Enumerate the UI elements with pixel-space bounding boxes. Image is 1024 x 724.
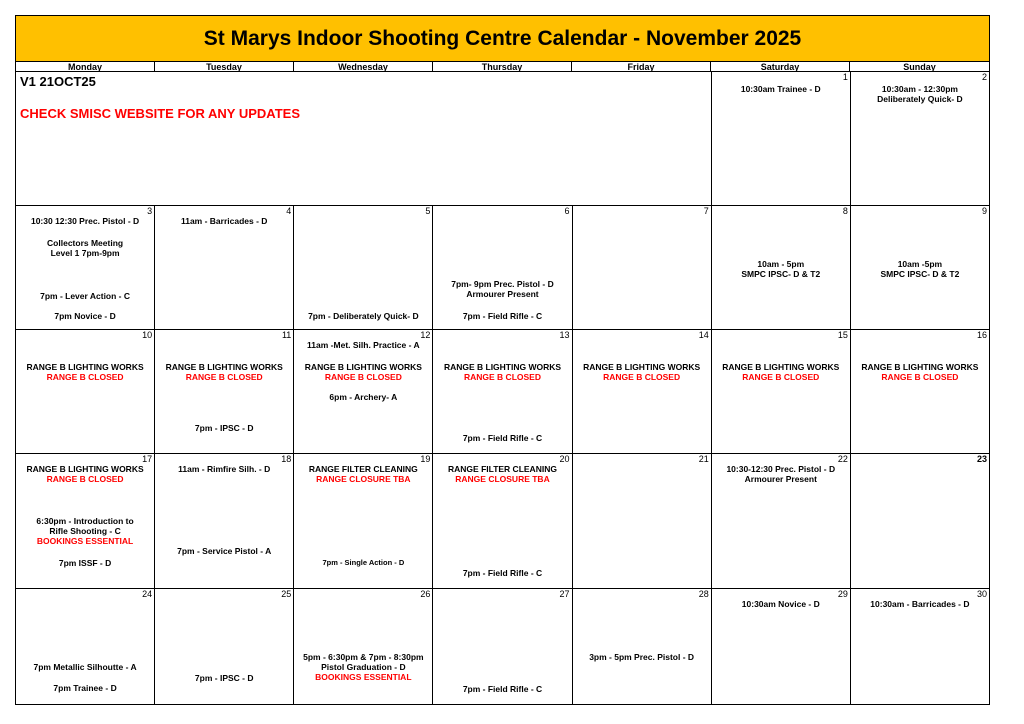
day-cell <box>433 589 572 705</box>
day-cell <box>573 454 712 589</box>
day-cell <box>433 330 572 454</box>
event-alert: BOOKINGS ESSENTIAL <box>36 536 134 546</box>
event: 10:30am - Barricades - D <box>870 599 970 609</box>
header-thursday: Thursday <box>433 62 572 72</box>
day-number: 28 <box>698 589 709 599</box>
event: RANGE B LIGHTING WORKS <box>26 362 144 372</box>
day-number: 1 <box>842 72 848 82</box>
day-number: 24 <box>142 589 153 599</box>
day-cell <box>155 206 294 330</box>
update-notice: CHECK SMISC WEBSITE FOR ANY UPDATES <box>20 106 301 121</box>
calendar-title: St Marys Indoor Shooting Centre Calendar - November 2025 <box>15 15 990 62</box>
event: Pistol Graduation - D <box>321 662 406 672</box>
event: Collectors Meeting <box>47 238 124 248</box>
day-cell <box>851 454 990 589</box>
event: 3pm - 5pm Prec. Pistol - D <box>589 652 695 662</box>
event: 10:30am Trainee - D <box>740 84 821 94</box>
day-number: 13 <box>559 330 570 340</box>
header-sunday: Sunday <box>903 62 936 72</box>
event: RANGE B LIGHTING WORKS <box>722 362 840 372</box>
day-cell <box>712 206 851 330</box>
day-cell <box>851 330 990 454</box>
event: 7pm Metallic Silhoutte - A <box>33 662 137 672</box>
event: 11am - Rimfire Silh. - D <box>178 464 271 474</box>
event-alert: RANGE B CLOSED <box>46 372 124 382</box>
event: 5pm - 6:30pm & 7pm - 8:30pm <box>303 652 424 662</box>
day-cell <box>851 72 990 206</box>
day-cell <box>16 454 155 589</box>
day-cell <box>433 454 572 589</box>
notes-area <box>16 72 712 206</box>
header-friday: Friday <box>572 62 711 72</box>
day-number: 15 <box>837 330 848 340</box>
event-alert: RANGE B CLOSED <box>46 474 124 484</box>
event: 7pm - IPSC - D <box>194 423 254 433</box>
event: 10:30am Novice - D <box>741 599 820 609</box>
event: 7pm - Field Rifle - C <box>462 684 543 694</box>
event: 10am - 5pm <box>757 259 805 269</box>
event: RANGE B LIGHTING WORKS <box>26 464 144 474</box>
day-cell <box>294 589 433 705</box>
header-tuesday: Tuesday <box>155 62 294 72</box>
event: SMPC IPSC- D & T2 <box>880 269 960 279</box>
day-cell <box>851 589 990 705</box>
day-cell <box>294 330 433 454</box>
event: RANGE B LIGHTING WORKS <box>165 362 283 372</box>
day-number: 17 <box>142 454 153 464</box>
day-number: 11 <box>281 330 292 340</box>
day-cell <box>16 206 155 330</box>
day-number: 8 <box>842 206 848 216</box>
day-number: 14 <box>698 330 709 340</box>
day-cell <box>573 206 712 330</box>
day-number: 22 <box>837 454 848 464</box>
event: 7pm - IPSC - D <box>194 673 254 683</box>
day-cell <box>712 72 851 206</box>
event: Level 1 7pm-9pm <box>50 248 120 258</box>
event: 7pm - Service Pistol - A <box>177 546 272 556</box>
event: Armourer Present <box>744 474 817 484</box>
calendar-grid <box>15 72 990 705</box>
header-saturday: Saturday <box>711 62 850 72</box>
day-cell <box>16 330 155 454</box>
day-cell <box>433 206 572 330</box>
event: 11am - Barricades - D <box>180 216 268 226</box>
day-number: 19 <box>420 454 431 464</box>
event: 10am -5pm <box>897 259 943 269</box>
event-alert: RANGE B CLOSED <box>603 372 681 382</box>
event-alert: RANGE B CLOSED <box>742 372 820 382</box>
event: Rifle Shooting - C <box>49 526 121 536</box>
day-number: 9 <box>981 206 987 216</box>
event: 7pm - Field Rifle - C <box>462 311 543 321</box>
day-cell <box>294 454 433 589</box>
event: 10:30am - 12:30pm <box>881 84 958 94</box>
event: SMPC IPSC- D & T2 <box>741 269 821 279</box>
event-alert: BOOKINGS ESSENTIAL <box>315 672 412 682</box>
event: 7pm Trainee - D <box>53 683 117 693</box>
day-cell <box>712 589 851 705</box>
day-cell <box>155 330 294 454</box>
day-number: 5 <box>425 206 431 216</box>
day-cell <box>573 589 712 705</box>
day-number: 7 <box>703 206 709 216</box>
day-number: 23 <box>976 454 987 464</box>
event-alert: RANGE B CLOSED <box>185 372 263 382</box>
day-cell <box>155 589 294 705</box>
day-cell <box>712 454 851 589</box>
event: 7pm Novice - D <box>54 311 116 321</box>
day-number: 4 <box>286 206 292 216</box>
weekday-header <box>15 62 990 72</box>
event: 7pm- 9pm Prec. Pistol - D <box>451 279 554 289</box>
event: 10:30-12:30 Prec. Pistol - D <box>726 464 836 474</box>
day-cell <box>851 206 990 330</box>
day-number: 6 <box>564 206 570 216</box>
day-number: 26 <box>420 589 431 599</box>
day-number: 3 <box>147 206 153 216</box>
day-cell <box>712 330 851 454</box>
event: RANGE FILTER CLEANING <box>448 464 557 474</box>
day-cell <box>294 206 433 330</box>
event: 10:30 12:30 Prec. Pistol - D <box>30 216 140 226</box>
event: Armourer Present <box>466 289 539 299</box>
event: 6pm - Archery- A <box>329 392 398 402</box>
day-cell <box>16 589 155 705</box>
day-number: 18 <box>281 454 292 464</box>
header-monday: Monday <box>16 62 155 72</box>
day-number: 30 <box>976 589 987 599</box>
event-alert: RANGE B CLOSED <box>881 372 959 382</box>
event-alert: RANGE B CLOSED <box>324 372 402 382</box>
day-number: 21 <box>698 454 709 464</box>
day-number: 10 <box>142 330 153 340</box>
header-wednesday: Wednesday <box>294 62 433 72</box>
day-number: 16 <box>976 330 987 340</box>
event: RANGE B LIGHTING WORKS <box>583 362 701 372</box>
day-number: 27 <box>559 589 570 599</box>
day-cell <box>573 330 712 454</box>
event: 11am -Met. Silh. Practice - A <box>307 340 420 350</box>
event: RANGE B LIGHTING WORKS <box>443 362 562 372</box>
day-number: 29 <box>837 589 848 599</box>
event: RANGE B LIGHTING WORKS <box>861 362 979 372</box>
event-alert: RANGE CLOSURE TBA <box>455 474 550 484</box>
event: 7pm - Deliberately Quick- D <box>308 311 419 321</box>
day-number: 12 <box>420 330 431 340</box>
event: RANGE FILTER CLEANING <box>308 464 418 474</box>
event-alert: RANGE CLOSURE TBA <box>316 474 411 484</box>
day-number: 2 <box>981 72 987 82</box>
event: Deliberately Quick- D <box>877 94 963 104</box>
day-number: 25 <box>281 589 292 599</box>
version-label: V1 21OCT25 <box>20 74 96 89</box>
day-cell <box>155 454 294 589</box>
day-number: 20 <box>559 454 570 464</box>
event: 6:30pm - Introduction to <box>36 516 134 526</box>
event: 7pm - Field Rifle - C <box>462 568 543 578</box>
event: 7pm - Field Rifle - C <box>462 433 543 443</box>
event: RANGE B LIGHTING WORKS <box>304 362 422 372</box>
event-alert: RANGE B CLOSED <box>464 372 541 382</box>
event: 7pm ISSF - D <box>58 558 112 568</box>
event: 7pm - Lever Action - C <box>40 291 131 301</box>
event: 7pm - Single Action - D <box>322 558 405 567</box>
